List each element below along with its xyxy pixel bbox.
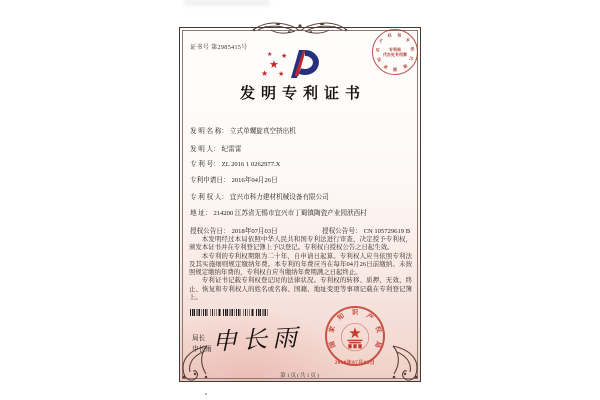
legal-paragraph-1: 本发明经过本局依照中华人民共和国专利法进行审查，决定授予专利权，颁发本证书并在专利登记簿上予以登记。专利权自授权公告之日起生效。 — [189, 236, 412, 252]
svg-text:★: ★ — [261, 69, 269, 78]
field-value: 纪雷雷 — [221, 146, 242, 152]
field-label: 发 明 名 称： — [190, 128, 228, 134]
grant-date-label: 授权公告日： — [190, 228, 230, 234]
patent-certificate — [179, 27, 421, 382]
grant-date-value: 2018年07月03日 — [231, 228, 278, 234]
director-printed-name: 申长雨 — [192, 346, 212, 353]
director-title-label: 局长 — [192, 335, 206, 342]
director-signature: 申长雨 — [211, 325, 303, 356]
legal-paragraph-3: 专利证书记载专利权登记时的法律状况。专利权的转移、质押、无效、终止、恢复和专利权人的姓名或名称、国籍、地址变更等事项记载在专利登记簿上。 — [189, 277, 412, 302]
certificate-number: 证书号 第2985415号 — [190, 45, 248, 51]
field-patent-number — [190, 158, 412, 167]
barcode — [190, 309, 268, 316]
scan-speck — [205, 393, 207, 395]
field-address — [190, 207, 412, 216]
svg-text:★: ★ — [278, 70, 285, 78]
field-label: 专 利 号： — [190, 161, 220, 167]
agency-stamp-center-text — [373, 30, 417, 74]
legal-paragraph-2: 本专利的专利权期限为二十年，自申请日起算。专利权人应当依照专利法及其实施细则规定缴纳年费。本专利的年费应当在每年04月26日前缴纳。未按照规定缴纳年费的，专利权自应当缴纳年费期满之日起终止。 — [189, 252, 412, 277]
field-inventor — [190, 143, 412, 152]
grant-number-value: CN 105729619 B — [363, 228, 411, 234]
legal-text — [189, 236, 412, 302]
field-patentee — [190, 191, 412, 200]
svg-text:★: ★ — [269, 58, 279, 71]
field-label: 地 址： — [190, 210, 212, 216]
certificate-title: 发明专利证书 — [239, 86, 366, 102]
patent-office-logo-icon — [255, 47, 347, 81]
field-label: 专利申请日： — [190, 177, 230, 183]
agency-stamp-ring-text: 国 家 知 识 产 权 局 专 利 代 理 — [374, 32, 416, 72]
logo-stars — [261, 51, 287, 78]
seal-date: 2018年07月03日 — [334, 361, 376, 366]
agency-stamp-line1: 专利局 — [389, 47, 401, 52]
field-grant-row — [190, 225, 412, 234]
grant-number-group — [322, 225, 410, 234]
agency-stamp — [372, 29, 418, 75]
field-value: 立式单螺旋真空挤出机 — [229, 128, 296, 134]
top-lace-ornament-icon — [251, 19, 349, 38]
grant-number-label: 授权公告号： — [322, 228, 362, 234]
field-value: 宜兴市科力建材机械设备有限公司 — [229, 194, 329, 200]
national-emblem-icon — [340, 322, 370, 352]
field-value: 214200 江苏省无锡市宜兴市丁蜀镇陶瓷产业园洑西村 — [213, 210, 367, 216]
field-value: ZL 2016 1 0262977.X — [221, 161, 281, 167]
page-footer: 第1页(共1页) — [280, 373, 320, 379]
agency-stamp-line2: 代办处专用章 — [383, 52, 407, 57]
seal-arc-text: 国 家 知 识 产 权 局 — [327, 308, 383, 349]
field-invention-name — [190, 125, 412, 134]
svg-text:★: ★ — [267, 51, 273, 58]
scan-smudge — [184, 0, 270, 5]
official-seal — [325, 306, 385, 366]
field-filing-date — [190, 174, 412, 183]
field-label: 专 利 权 人： — [190, 194, 228, 200]
logo-p-shape — [291, 50, 316, 78]
field-value: 2016年04月26日 — [231, 177, 278, 183]
field-label: 发 明 人： — [190, 146, 220, 152]
svg-text:★: ★ — [281, 52, 288, 60]
